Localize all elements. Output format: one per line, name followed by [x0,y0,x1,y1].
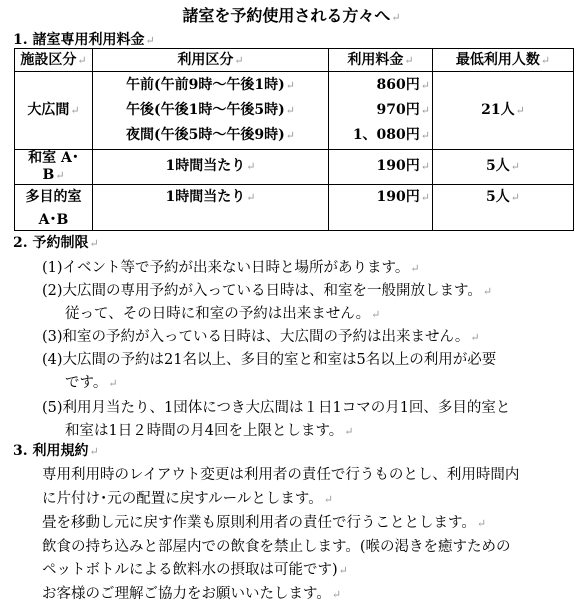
paragraph-mark-icon: ↵ [77,53,87,67]
table-row [15,72,574,150]
header-min-people: 最低利用人数↵ [433,49,574,72]
table-row [15,150,574,185]
paragraph-mark-icon: ↵ [246,160,256,174]
rule-line: 畳を移動し元に戻す作業も原則利用者の責任で行うこととします。↵ [42,515,487,531]
facility-name-line: A･B [38,211,69,228]
rule-line: 飲食の持ち込みと部屋内での飲食を禁止します。(喉の渇きを癒すための [42,539,511,555]
paragraph-mark-icon: ↵ [420,160,430,174]
min-people-cell: 5人↵ [433,184,574,230]
paragraph-mark-icon: ↵ [410,262,420,275]
paragraph-mark-icon: ↵ [371,308,381,321]
restriction-item: (4)大広間の予約は21名以上、多目的室と和室は5名以上の利用が必要 [42,352,497,368]
paragraph-mark-icon: ↵ [285,104,295,117]
restriction-item-continued: です。↵ [65,375,118,391]
fee-cell: 190円↵ [329,184,433,230]
header-category: 利用区分↵ [93,49,329,72]
facility-cell: 和室 A･B↵ [15,150,93,185]
header-fee: 利用料金↵ [329,49,433,72]
paragraph-mark-icon: ↵ [246,190,256,204]
table-header-row [15,49,574,72]
paragraph-mark-icon: ↵ [470,331,480,344]
paragraph-mark-icon: ↵ [391,11,401,24]
section-2-heading: 2. 予約制限↵ [13,235,99,251]
paragraph-mark-icon: ↵ [89,237,99,250]
rule-line: お客様のご理解ご協力をお願いいたします。↵ [42,586,342,602]
category-cell: 午前(午前9時～午後1時)↵ 午後(午後1時～午後5時)↵ 夜間(午後5時～午後9時)↵ [93,72,329,150]
paragraph-mark-icon: ↵ [344,425,354,438]
paragraph-mark-icon: ↵ [515,104,525,118]
paragraph-mark-icon: ↵ [331,588,342,601]
restriction-item: (5)利用月当たり、1団体につき大広間は１日1コマの月1回、多目的室と [42,400,511,416]
paragraph-mark-icon: ↵ [55,168,65,182]
restriction-item: (3)和室の予約が入っている日時は、大広間の予約は出来ません。↵ [42,329,480,345]
paragraph-mark-icon: ↵ [476,517,487,530]
paragraph-mark-icon: ↵ [420,190,430,204]
paragraph-mark-icon: ↵ [285,79,295,92]
paragraph-mark-icon: ↵ [482,285,493,298]
paragraph-mark-icon: ↵ [89,445,99,458]
paragraph-mark-icon: ↵ [338,564,348,577]
facility-name-line: 多目的室 [25,188,82,205]
paragraph-mark-icon: ↵ [70,104,80,118]
category-cell: 1時間当たり↵ [93,150,329,185]
document-title: 諸室を予約使用される方々へ↵ [182,6,401,25]
rule-line: に片付け･元の配置に戻すルールとします。↵ [42,491,333,507]
table-row [15,184,574,230]
paragraph-mark-icon: ↵ [420,79,430,92]
facility-cell: 大広間↵ [15,72,93,150]
paragraph-mark-icon: ↵ [540,53,551,67]
facility-cell [15,184,93,230]
restriction-item: (1)イベント等で予約が出来ない日時と場所があります。↵ [42,260,420,276]
restriction-item-continued: 従って、その日時に和室の予約は出来ません。↵ [65,306,381,322]
paragraph-mark-icon: ↵ [323,493,333,506]
min-people-cell: 21人↵ [433,72,574,150]
restriction-item: (2)大広間の専用予約が入っている日時は、和室を一般開放します。↵ [42,283,493,299]
header-facility: 施設区分↵ [15,49,93,72]
paragraph-mark-icon: ↵ [234,53,244,67]
paragraph-mark-icon: ↵ [420,129,430,142]
paragraph-mark-icon: ↵ [108,377,118,390]
fee-table [14,48,574,231]
paragraph-mark-icon: ↵ [420,104,430,117]
fee-cell: 190円↵ [329,150,433,185]
category-cell: 1時間当たり↵ [93,184,329,230]
paragraph-mark-icon: ↵ [510,190,520,204]
fee-cell: 860円↵ 970円↵ 1、080円↵ [329,72,433,150]
paragraph-mark-icon: ↵ [145,34,155,47]
paragraph-mark-icon: ↵ [510,160,520,174]
paragraph-mark-icon: ↵ [404,53,414,67]
paragraph-mark-icon: ↵ [285,129,295,142]
rule-line: 専用利用時のレイアウト変更は利用者の責任で行うものとし、利用時間内 [42,467,520,483]
min-people-cell: 5人↵ [433,150,574,185]
restriction-item-continued: 和室は1日２時間の月4回を上限とします。↵ [65,423,354,439]
rule-line: ペットボトルによる飲料水の摂取は可能です)↵ [42,562,348,578]
section-3-heading: 3. 利用規約↵ [13,443,99,459]
section-1-heading: 1. 諸室専用利用料金↵ [13,32,155,48]
